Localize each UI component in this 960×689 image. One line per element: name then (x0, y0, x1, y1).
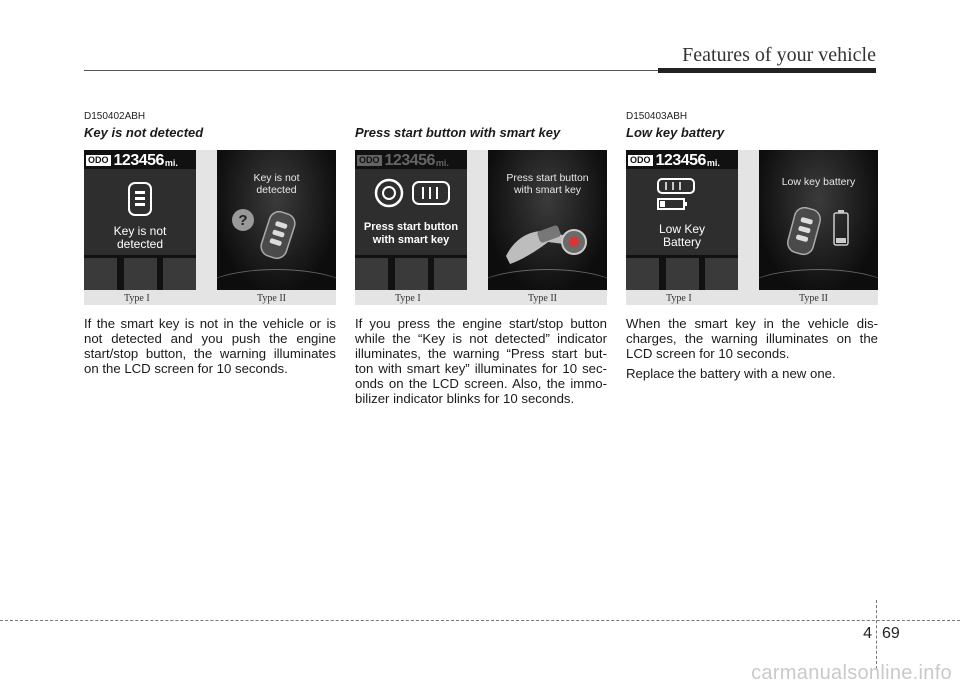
body-paragraph: When the smart key in the vehicle dis-charges, the warning illuminates on the LCD screen for 10 seconds. (626, 316, 878, 361)
warning-figure (84, 150, 336, 305)
lcd-message-line: with smart key (513, 184, 582, 196)
footer-rule (0, 620, 960, 621)
start-button-key-icon (373, 177, 453, 209)
hand-pressing-button-icon (504, 206, 594, 266)
indicator-cell (84, 258, 117, 290)
indicator-cell (434, 258, 467, 290)
odometer (86, 153, 178, 168)
caption-type-2: Type II (528, 293, 558, 304)
lcd-message-line: Key is not (113, 224, 167, 238)
lcd-message-line: with smart key (372, 234, 450, 246)
caption-type-1: Type I (666, 293, 692, 304)
lcd-indicator-cells (626, 258, 738, 290)
section-heading: Low key battery (626, 125, 725, 140)
cluster-display-type-2 (217, 150, 336, 290)
section-code: D150402ABH (84, 111, 146, 122)
caption-type-1: Type I (124, 293, 150, 304)
display-arc (217, 269, 336, 290)
lcd-message-line: Low key battery (781, 176, 856, 188)
lcd-screen (355, 169, 467, 255)
caption-type-1: Type I (395, 293, 421, 304)
indicator-cell (124, 258, 157, 290)
odo-label: ODO (359, 155, 380, 165)
header-rule (84, 70, 660, 71)
smart-key-fob-icon (257, 208, 299, 264)
cluster-display-type-1 (626, 150, 738, 290)
header-rule-accent (658, 68, 876, 73)
lcd-message-line: Press start button (363, 221, 459, 233)
lcd-message-line: Press start button (506, 172, 589, 184)
lcd-message-line: Battery (662, 235, 701, 249)
section-key-not-detected (84, 110, 336, 376)
body-paragraph: Replace the battery with a new one. (626, 366, 836, 381)
odo-unit: mi. (164, 158, 178, 168)
section-code (355, 110, 607, 123)
display-arc (759, 269, 878, 290)
svg-text:?: ? (238, 212, 248, 229)
indicator-cell (355, 258, 388, 290)
body-paragraph: If the smart key is not in the vehicle or is not detected and you push the engine start/stop button, the warning illuminates on the LCD screen for 10 seconds. (84, 316, 336, 376)
lcd-indicator-cells (84, 258, 196, 290)
odo-label: ODO (630, 155, 651, 165)
odometer (628, 153, 720, 168)
lcd-screen (626, 169, 738, 255)
smart-key-fob-icon (783, 204, 825, 260)
odo-number: 123456 (655, 151, 706, 169)
caption-type-2: Type II (799, 293, 829, 304)
warning-figure (626, 150, 878, 305)
section-heading: Press start button with smart key (355, 125, 561, 140)
watermark: carmanualsonline.info (751, 662, 952, 684)
warning-figure (355, 150, 607, 305)
page-section-title: Features of your vehicle (682, 44, 876, 66)
indicator-cell (626, 258, 659, 290)
lcd-message-line: Key is not (253, 172, 300, 184)
indicator-cell (666, 258, 699, 290)
odo-unit: mi. (706, 158, 720, 168)
odometer (357, 153, 449, 168)
indicator-cell (395, 258, 428, 290)
key-battery-icon (656, 177, 706, 213)
cluster-display-type-1 (355, 150, 467, 290)
lcd-indicator-cells (355, 258, 467, 290)
lcd-message-line: detected (116, 237, 164, 251)
lcd-screen (84, 169, 196, 255)
chapter-number: 4 (863, 625, 872, 642)
page-number: 69 (882, 625, 900, 642)
lcd-message-line: Low Key (658, 222, 706, 236)
body-paragraph: If you press the engine start/stop button while the “Key is not detected” indicator illuminates, the warning “Press start but-ton with smart key” illuminates for 10 sec-onds on the LCD screen. Also, the immo-bilizer indicator blinks for 10 seconds. (355, 316, 607, 406)
cluster-display-type-2 (488, 150, 607, 290)
odo-unit: mi. (435, 158, 449, 168)
battery-icon (833, 210, 849, 246)
cluster-display-type-1 (84, 150, 196, 290)
section-heading: Key is not detected (84, 125, 204, 140)
indicator-cell (163, 258, 196, 290)
odo-number: 123456 (113, 151, 164, 169)
section-low-key-battery (626, 110, 878, 381)
question-mark-icon (231, 208, 255, 232)
lcd-message-line: detected (256, 184, 297, 196)
section-code: D150403ABH (626, 111, 688, 122)
section-press-start-button (355, 110, 607, 406)
caption-type-2: Type II (257, 293, 287, 304)
odo-number: 123456 (384, 151, 435, 169)
display-arc (488, 269, 607, 290)
odo-label: ODO (88, 155, 109, 165)
indicator-cell (705, 258, 738, 290)
smart-key-fob-icon (126, 181, 154, 217)
cluster-display-type-2 (759, 150, 878, 290)
footer-divider (876, 600, 877, 669)
